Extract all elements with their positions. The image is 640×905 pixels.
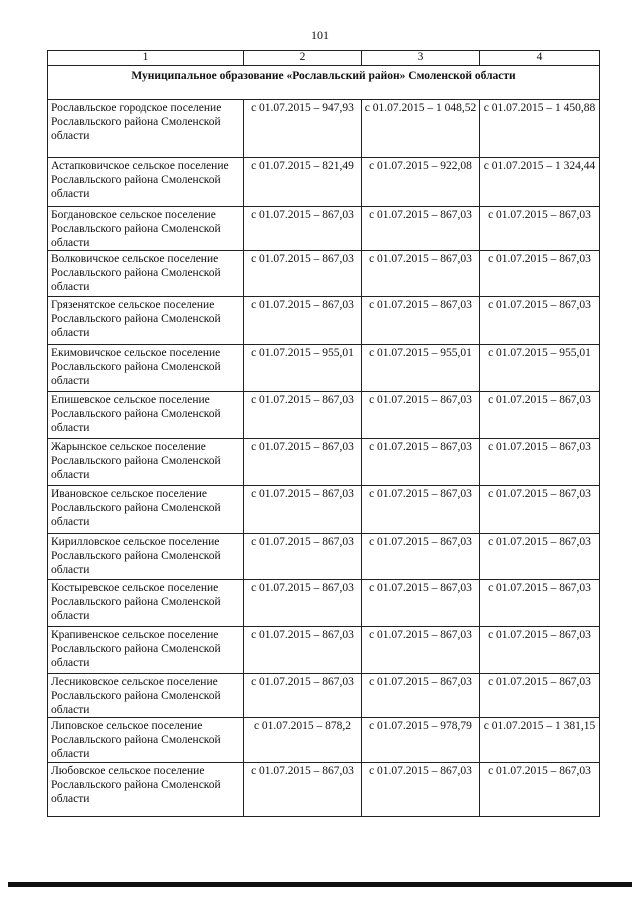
settlement-name: Кирилловское сельское поселение Рославльского района Смоленской области [48, 534, 244, 580]
table-row [48, 718, 600, 763]
tariff-col4: с 01.07.2015 – 867,03 [480, 486, 600, 534]
table-row [48, 100, 600, 158]
column-number-row [48, 51, 600, 66]
tariff-col3: с 01.07.2015 – 867,03 [362, 580, 480, 627]
column-number-1: 1 [48, 51, 244, 66]
tariff-col3: с 01.07.2015 – 955,01 [362, 345, 480, 392]
settlement-name: Астапковичское сельское поселение Рославльского района Смоленской области [48, 158, 244, 207]
tariff-col2: с 01.07.2015 – 821,49 [244, 158, 362, 207]
tariff-col4: с 01.07.2015 – 867,03 [480, 439, 600, 486]
settlement-name: Ивановское сельское поселение Рославльского района Смоленской области [48, 486, 244, 534]
tariff-col3: с 01.07.2015 – 922,08 [362, 158, 480, 207]
tariff-col3: с 01.07.2015 – 867,03 [362, 297, 480, 345]
table-row [48, 486, 600, 534]
table-row [48, 251, 600, 297]
section-header-row [48, 66, 600, 100]
tariff-col2: с 01.07.2015 – 867,03 [244, 674, 362, 718]
table-row [48, 158, 600, 207]
tariff-col3: с 01.07.2015 – 867,03 [362, 207, 480, 251]
tariff-col4: с 01.07.2015 – 867,03 [480, 392, 600, 439]
tariff-col4: с 01.07.2015 – 867,03 [480, 674, 600, 718]
tariff-col4: с 01.07.2015 – 867,03 [480, 207, 600, 251]
tariff-col3: с 01.07.2015 – 978,79 [362, 718, 480, 763]
column-number-2: 2 [244, 51, 362, 66]
tariff-col2: с 01.07.2015 – 867,03 [244, 439, 362, 486]
tariff-col2: с 01.07.2015 – 947,93 [244, 100, 362, 158]
bottom-rule [8, 882, 632, 887]
settlement-name: Епишевское сельское поселение Рославльского района Смоленской области [48, 392, 244, 439]
settlement-name: Жарынское сельское поселение Рославльского района Смоленской области [48, 439, 244, 486]
tariff-col2: с 01.07.2015 – 955,01 [244, 345, 362, 392]
tariff-col4: с 01.07.2015 – 1 450,88 [480, 100, 600, 158]
section-title: Муниципальное образование «Рославльский район» Смоленской области [48, 66, 600, 100]
tariff-col2: с 01.07.2015 – 867,03 [244, 207, 362, 251]
tariff-col3: с 01.07.2015 – 867,03 [362, 534, 480, 580]
tariff-col3: с 01.07.2015 – 867,03 [362, 392, 480, 439]
table-row [48, 580, 600, 627]
settlement-name: Грязенятское сельское поселение Рославльского района Смоленской области [48, 297, 244, 345]
tariff-col4: с 01.07.2015 – 867,03 [480, 251, 600, 297]
tariff-col3: с 01.07.2015 – 867,03 [362, 763, 480, 817]
tariff-col3: с 01.07.2015 – 867,03 [362, 674, 480, 718]
tariff-col4: с 01.07.2015 – 867,03 [480, 580, 600, 627]
settlement-name: Крапивенское сельское поселение Рославльского района Смоленской области [48, 627, 244, 674]
settlement-name: Рославльское городское поселение Рославльского района Смоленской области [48, 100, 244, 158]
table-row [48, 392, 600, 439]
tariff-col2: с 01.07.2015 – 867,03 [244, 486, 362, 534]
tariff-table [47, 50, 600, 817]
tariff-col2: с 01.07.2015 – 867,03 [244, 627, 362, 674]
settlement-name: Волковичское сельское поселение Рославльского района Смоленской области [48, 251, 244, 297]
tariff-col2: с 01.07.2015 – 867,03 [244, 392, 362, 439]
settlement-name: Любовское сельское поселение Рославльского района Смоленской области [48, 763, 244, 817]
tariff-col2: с 01.07.2015 – 867,03 [244, 580, 362, 627]
column-number-4: 4 [480, 51, 600, 66]
settlement-name: Лесниковское сельское поселение Рославльского района Смоленской области [48, 674, 244, 718]
tariff-col4: с 01.07.2015 – 867,03 [480, 763, 600, 817]
settlement-name: Липовское сельское поселение Рославльского района Смоленской области [48, 718, 244, 763]
tariff-col2: с 01.07.2015 – 867,03 [244, 763, 362, 817]
table-row [48, 345, 600, 392]
page-number: 101 [311, 28, 329, 42]
table-row [48, 674, 600, 718]
tariff-col2: с 01.07.2015 – 867,03 [244, 297, 362, 345]
settlement-name: Богдановское сельское поселение Рославльского района Смоленской области [48, 207, 244, 251]
table-row [48, 297, 600, 345]
tariff-col4: с 01.07.2015 – 867,03 [480, 297, 600, 345]
tariff-col2: с 01.07.2015 – 867,03 [244, 251, 362, 297]
settlement-name: Костыревское сельское поселение Рославльского района Смоленской области [48, 580, 244, 627]
tariff-col3: с 01.07.2015 – 867,03 [362, 439, 480, 486]
column-number-3: 3 [362, 51, 480, 66]
tariff-col3: с 01.07.2015 – 867,03 [362, 251, 480, 297]
tariff-col4: с 01.07.2015 – 1 381,15 [480, 718, 600, 763]
tariff-col3: с 01.07.2015 – 867,03 [362, 486, 480, 534]
tariff-col4: с 01.07.2015 – 867,03 [480, 627, 600, 674]
tariff-col2: с 01.07.2015 – 878,2 [244, 718, 362, 763]
table-row [48, 534, 600, 580]
table-row [48, 627, 600, 674]
tariff-col3: с 01.07.2015 – 1 048,52 [362, 100, 480, 158]
table-row [48, 763, 600, 817]
settlement-name: Екимовичское сельское поселение Рославльского района Смоленской области [48, 345, 244, 392]
tariff-col4: с 01.07.2015 – 867,03 [480, 534, 600, 580]
tariff-col4: с 01.07.2015 – 1 324,44 [480, 158, 600, 207]
tariff-col2: с 01.07.2015 – 867,03 [244, 534, 362, 580]
tariff-col4: с 01.07.2015 – 955,01 [480, 345, 600, 392]
tariff-col3: с 01.07.2015 – 867,03 [362, 627, 480, 674]
table-row [48, 207, 600, 251]
table-row [48, 439, 600, 486]
